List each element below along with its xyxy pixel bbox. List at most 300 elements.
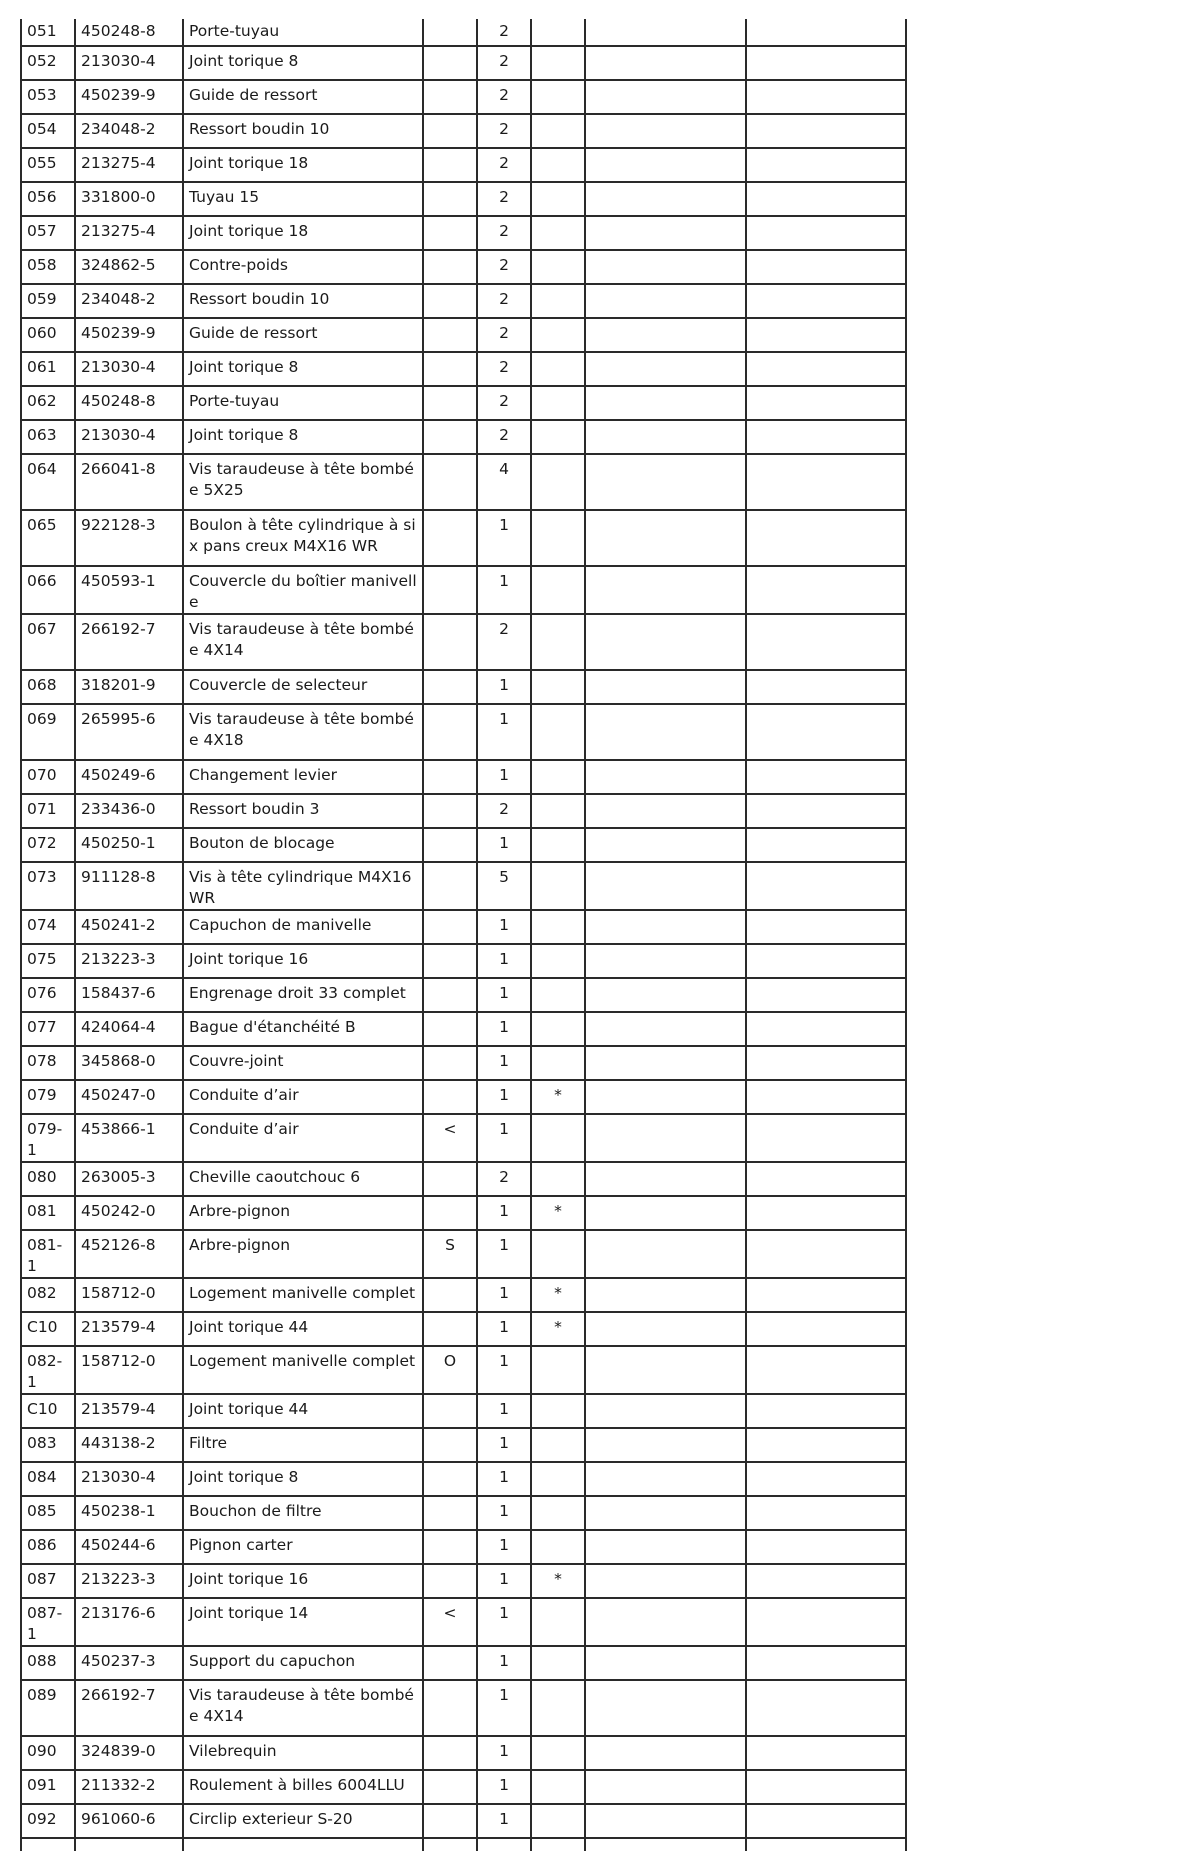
note-cell bbox=[531, 1230, 585, 1278]
table-row bbox=[21, 1770, 906, 1804]
note-cell bbox=[531, 420, 585, 454]
part-number-cell: 324839-0 bbox=[75, 1736, 183, 1770]
description-cell: Ressort boudin 10 bbox=[183, 284, 423, 318]
change-mark-cell bbox=[423, 250, 477, 284]
description-cell: Pignon carter bbox=[183, 1530, 423, 1564]
quantity-cell: 1 bbox=[477, 670, 531, 704]
table-row bbox=[21, 828, 906, 862]
remarks-cell bbox=[585, 510, 746, 566]
change-mark-cell bbox=[423, 1462, 477, 1496]
part-number-cell: 345868-0 bbox=[75, 1046, 183, 1080]
table-row bbox=[21, 454, 906, 510]
remarks-cell bbox=[585, 1770, 746, 1804]
note-cell bbox=[531, 46, 585, 80]
note-cell bbox=[531, 284, 585, 318]
description-cell: Couvercle de selecteur bbox=[183, 670, 423, 704]
item-number-cell: 068 bbox=[21, 670, 75, 704]
part-number-cell: 324862-5 bbox=[75, 250, 183, 284]
change-mark-cell bbox=[423, 828, 477, 862]
quantity-cell: 1 bbox=[477, 1736, 531, 1770]
extra-cell bbox=[746, 1278, 906, 1312]
table-row bbox=[21, 250, 906, 284]
change-mark-cell bbox=[423, 1428, 477, 1462]
table-row bbox=[21, 1598, 906, 1646]
table-row bbox=[21, 1278, 906, 1312]
item-number-cell: 066 bbox=[21, 566, 75, 614]
quantity-cell: 1 bbox=[477, 510, 531, 566]
extra-cell bbox=[746, 1162, 906, 1196]
change-mark-cell bbox=[423, 1530, 477, 1564]
remarks-cell bbox=[585, 1804, 746, 1838]
part-number-cell: 266192-7 bbox=[75, 614, 183, 670]
remarks-cell bbox=[585, 1462, 746, 1496]
description-cell: Engrenage droit 33 complet bbox=[183, 978, 423, 1012]
item-number-cell: 082-1 bbox=[21, 1346, 75, 1394]
change-mark-cell bbox=[423, 1046, 477, 1080]
extra-cell bbox=[746, 454, 906, 510]
description-cell: Joint torique 8 bbox=[183, 1462, 423, 1496]
part-number-cell: 450241-2 bbox=[75, 910, 183, 944]
remarks-cell bbox=[585, 182, 746, 216]
extra-cell bbox=[746, 1012, 906, 1046]
note-cell: * bbox=[531, 1278, 585, 1312]
change-mark-cell bbox=[423, 1278, 477, 1312]
description-cell: Circlip exterieur S-20 bbox=[183, 1804, 423, 1838]
change-mark-cell bbox=[423, 1804, 477, 1838]
change-mark-cell bbox=[423, 19, 477, 46]
quantity-cell: 1 bbox=[477, 1046, 531, 1080]
extra-cell bbox=[746, 1646, 906, 1680]
table-row bbox=[21, 510, 906, 566]
change-mark-cell bbox=[423, 148, 477, 182]
description-cell: Joint torique 8 bbox=[183, 46, 423, 80]
remarks-cell bbox=[585, 1394, 746, 1428]
extra-cell bbox=[746, 1230, 906, 1278]
extra-cell bbox=[746, 1804, 906, 1838]
part-number-cell: 450242-0 bbox=[75, 1196, 183, 1230]
remarks-cell bbox=[585, 1346, 746, 1394]
change-mark-cell bbox=[423, 910, 477, 944]
note-cell bbox=[531, 216, 585, 250]
extra-cell bbox=[746, 148, 906, 182]
part-number-cell: 450250-1 bbox=[75, 828, 183, 862]
part-number-cell: 450239-9 bbox=[75, 318, 183, 352]
part-number-cell: 213030-4 bbox=[75, 1462, 183, 1496]
remarks-cell bbox=[585, 910, 746, 944]
remarks-cell bbox=[585, 978, 746, 1012]
extra-cell bbox=[746, 1680, 906, 1736]
description-cell: Vis taraudeuse à tête bombée 4X14 bbox=[183, 614, 423, 670]
table-row bbox=[21, 1530, 906, 1564]
description-cell: Changement levier bbox=[183, 760, 423, 794]
item-number-cell: 090 bbox=[21, 1736, 75, 1770]
item-number-cell: 074 bbox=[21, 910, 75, 944]
description-cell: Cheville caoutchouc 6 bbox=[183, 1162, 423, 1196]
description-cell: Guide de ressort bbox=[183, 318, 423, 352]
part-number-cell: 450239-9 bbox=[75, 80, 183, 114]
parts-table bbox=[20, 19, 907, 1851]
note-cell bbox=[531, 250, 585, 284]
table-row bbox=[21, 1012, 906, 1046]
part-number-cell: 265995-6 bbox=[75, 704, 183, 760]
part-number-cell: 443138-2 bbox=[75, 1428, 183, 1462]
change-mark-cell bbox=[423, 46, 477, 80]
extra-cell bbox=[746, 794, 906, 828]
quantity-cell: 2 bbox=[477, 794, 531, 828]
part-number-cell: 961060-6 bbox=[75, 1804, 183, 1838]
remarks-cell bbox=[585, 704, 746, 760]
part-number-cell: 213579-4 bbox=[75, 1312, 183, 1346]
quantity-cell: 1 bbox=[477, 1278, 531, 1312]
part-number-cell: 911128-8 bbox=[75, 862, 183, 910]
description-cell: Bouchon de filtre bbox=[183, 1496, 423, 1530]
extra-cell bbox=[746, 1346, 906, 1394]
description-cell: Capuchon de manivelle bbox=[183, 910, 423, 944]
change-mark-cell bbox=[423, 978, 477, 1012]
description-cell: Ressort boudin 10 bbox=[183, 114, 423, 148]
extra-cell bbox=[746, 80, 906, 114]
quantity-cell: 1 bbox=[477, 1530, 531, 1564]
note-cell bbox=[531, 944, 585, 978]
remarks-cell bbox=[585, 1564, 746, 1598]
quantity-cell: 2 bbox=[477, 284, 531, 318]
quantity-cell: 1 bbox=[477, 760, 531, 794]
note-cell bbox=[531, 510, 585, 566]
note-cell bbox=[531, 1114, 585, 1162]
change-mark-cell bbox=[423, 1564, 477, 1598]
item-number-cell: 082 bbox=[21, 1278, 75, 1312]
table-row bbox=[21, 1162, 906, 1196]
remarks-cell bbox=[585, 1428, 746, 1462]
note-cell: * bbox=[531, 1196, 585, 1230]
quantity-cell: 1 bbox=[477, 910, 531, 944]
note-cell bbox=[531, 1046, 585, 1080]
change-mark-cell bbox=[423, 1680, 477, 1736]
part-number-cell: 158712-0 bbox=[75, 1346, 183, 1394]
note-cell bbox=[531, 862, 585, 910]
remarks-cell bbox=[585, 352, 746, 386]
extra-cell bbox=[746, 1428, 906, 1462]
note-cell bbox=[531, 386, 585, 420]
item-number-cell: 079-1 bbox=[21, 1114, 75, 1162]
change-mark-cell bbox=[423, 1012, 477, 1046]
description-cell: Joint torique 18 bbox=[183, 148, 423, 182]
extra-cell bbox=[746, 1394, 906, 1428]
description-cell: Bague d'étanchéité B bbox=[183, 1012, 423, 1046]
description-cell: Joint torique 44 bbox=[183, 1312, 423, 1346]
part-number-cell: 922128-3 bbox=[75, 510, 183, 566]
note-cell bbox=[531, 828, 585, 862]
note-cell bbox=[531, 80, 585, 114]
remarks-cell bbox=[585, 19, 746, 46]
note-cell bbox=[531, 1770, 585, 1804]
remarks-cell bbox=[585, 1012, 746, 1046]
change-mark-cell bbox=[423, 704, 477, 760]
note-cell bbox=[531, 1012, 585, 1046]
table-row bbox=[21, 46, 906, 80]
empty-cell bbox=[183, 1838, 423, 1851]
empty-cell bbox=[423, 1838, 477, 1851]
remarks-cell bbox=[585, 1530, 746, 1564]
extra-cell bbox=[746, 978, 906, 1012]
extra-cell bbox=[746, 1770, 906, 1804]
note-cell bbox=[531, 1394, 585, 1428]
table-row bbox=[21, 862, 906, 910]
remarks-cell bbox=[585, 1196, 746, 1230]
extra-cell bbox=[746, 1530, 906, 1564]
table-row bbox=[21, 670, 906, 704]
table-row bbox=[21, 80, 906, 114]
table-row bbox=[21, 1496, 906, 1530]
extra-cell bbox=[746, 1196, 906, 1230]
change-mark-cell bbox=[423, 944, 477, 978]
extra-cell bbox=[746, 614, 906, 670]
description-cell: Arbre-pignon bbox=[183, 1230, 423, 1278]
item-number-cell: 087-1 bbox=[21, 1598, 75, 1646]
item-number-cell: 087 bbox=[21, 1564, 75, 1598]
description-cell: Bouton de blocage bbox=[183, 828, 423, 862]
quantity-cell: 1 bbox=[477, 1346, 531, 1394]
remarks-cell bbox=[585, 1046, 746, 1080]
table-row bbox=[21, 1196, 906, 1230]
table-row bbox=[21, 760, 906, 794]
item-number-cell: 077 bbox=[21, 1012, 75, 1046]
part-number-cell: 453866-1 bbox=[75, 1114, 183, 1162]
remarks-cell bbox=[585, 1496, 746, 1530]
table-row bbox=[21, 1230, 906, 1278]
item-number-cell: 073 bbox=[21, 862, 75, 910]
note-cell bbox=[531, 318, 585, 352]
table-row bbox=[21, 386, 906, 420]
description-cell: Logement manivelle complet bbox=[183, 1278, 423, 1312]
quantity-cell: 2 bbox=[477, 182, 531, 216]
description-cell: Vis taraudeuse à tête bombée 4X18 bbox=[183, 704, 423, 760]
item-number-cell: 058 bbox=[21, 250, 75, 284]
change-mark-cell bbox=[423, 670, 477, 704]
extra-cell bbox=[746, 1496, 906, 1530]
change-mark-cell bbox=[423, 1196, 477, 1230]
item-number-cell: 059 bbox=[21, 284, 75, 318]
part-number-cell: 450248-8 bbox=[75, 19, 183, 46]
change-mark-cell: S bbox=[423, 1230, 477, 1278]
part-number-cell: 266192-7 bbox=[75, 1680, 183, 1736]
remarks-cell bbox=[585, 1680, 746, 1736]
remarks-cell bbox=[585, 566, 746, 614]
item-number-cell: 056 bbox=[21, 182, 75, 216]
part-number-cell: 263005-3 bbox=[75, 1162, 183, 1196]
change-mark-cell bbox=[423, 182, 477, 216]
item-number-cell: 055 bbox=[21, 148, 75, 182]
part-number-cell: 213176-6 bbox=[75, 1598, 183, 1646]
table-row bbox=[21, 1428, 906, 1462]
remarks-cell bbox=[585, 614, 746, 670]
change-mark-cell bbox=[423, 216, 477, 250]
extra-cell bbox=[746, 944, 906, 978]
change-mark-cell bbox=[423, 1736, 477, 1770]
extra-cell bbox=[746, 910, 906, 944]
part-number-cell: 213579-4 bbox=[75, 1394, 183, 1428]
quantity-cell: 1 bbox=[477, 704, 531, 760]
quantity-cell: 1 bbox=[477, 1646, 531, 1680]
note-cell bbox=[531, 1804, 585, 1838]
quantity-cell: 2 bbox=[477, 352, 531, 386]
description-cell: Couvercle du boîtier manivelle bbox=[183, 566, 423, 614]
table-row bbox=[21, 1080, 906, 1114]
item-number-cell: 064 bbox=[21, 454, 75, 510]
note-cell bbox=[531, 760, 585, 794]
note-cell bbox=[531, 148, 585, 182]
item-number-cell: 088 bbox=[21, 1646, 75, 1680]
description-cell: Logement manivelle complet bbox=[183, 1346, 423, 1394]
empty-cell bbox=[75, 1838, 183, 1851]
extra-cell bbox=[746, 704, 906, 760]
description-cell: Vis taraudeuse à tête bombée 4X14 bbox=[183, 1680, 423, 1736]
part-number-cell: 213030-4 bbox=[75, 46, 183, 80]
extra-cell bbox=[746, 19, 906, 46]
part-number-cell: 424064-4 bbox=[75, 1012, 183, 1046]
table-row bbox=[21, 318, 906, 352]
item-number-cell: 086 bbox=[21, 1530, 75, 1564]
quantity-cell: 2 bbox=[477, 250, 531, 284]
item-number-cell: 065 bbox=[21, 510, 75, 566]
remarks-cell bbox=[585, 944, 746, 978]
item-number-cell: 069 bbox=[21, 704, 75, 760]
item-number-cell: 051 bbox=[21, 19, 75, 46]
remarks-cell bbox=[585, 1278, 746, 1312]
description-cell: Arbre-pignon bbox=[183, 1196, 423, 1230]
note-cell bbox=[531, 454, 585, 510]
remarks-cell bbox=[585, 284, 746, 318]
note-cell bbox=[531, 1680, 585, 1736]
item-number-cell: 085 bbox=[21, 1496, 75, 1530]
table-row bbox=[21, 216, 906, 250]
item-number-cell: 063 bbox=[21, 420, 75, 454]
change-mark-cell bbox=[423, 284, 477, 318]
extra-cell bbox=[746, 862, 906, 910]
description-cell: Boulon à tête cylindrique à six pans creux M4X16 WR bbox=[183, 510, 423, 566]
quantity-cell: 1 bbox=[477, 978, 531, 1012]
item-number-cell: 075 bbox=[21, 944, 75, 978]
change-mark-cell bbox=[423, 318, 477, 352]
part-number-cell: 450238-1 bbox=[75, 1496, 183, 1530]
empty-cell bbox=[21, 1838, 75, 1851]
table-row bbox=[21, 910, 906, 944]
part-number-cell: 213223-3 bbox=[75, 944, 183, 978]
extra-cell bbox=[746, 318, 906, 352]
description-cell: Joint torique 16 bbox=[183, 944, 423, 978]
quantity-cell: 1 bbox=[477, 1680, 531, 1736]
note-cell bbox=[531, 978, 585, 1012]
part-number-cell: 450248-8 bbox=[75, 386, 183, 420]
remarks-cell bbox=[585, 1162, 746, 1196]
change-mark-cell bbox=[423, 510, 477, 566]
change-mark-cell bbox=[423, 420, 477, 454]
extra-cell bbox=[746, 1080, 906, 1114]
part-number-cell: 158712-0 bbox=[75, 1278, 183, 1312]
description-cell: Support du capuchon bbox=[183, 1646, 423, 1680]
description-cell: Contre-poids bbox=[183, 250, 423, 284]
remarks-cell bbox=[585, 114, 746, 148]
remarks-cell bbox=[585, 1646, 746, 1680]
table-row bbox=[21, 704, 906, 760]
quantity-cell: 4 bbox=[477, 454, 531, 510]
quantity-cell: 1 bbox=[477, 1428, 531, 1462]
item-number-cell: 092 bbox=[21, 1804, 75, 1838]
description-cell: Conduite d’air bbox=[183, 1114, 423, 1162]
table-row bbox=[21, 566, 906, 614]
note-cell bbox=[531, 794, 585, 828]
item-number-cell: 060 bbox=[21, 318, 75, 352]
change-mark-cell bbox=[423, 352, 477, 386]
description-cell: Vilebrequin bbox=[183, 1736, 423, 1770]
description-cell: Vis à tête cylindrique M4X16 WR bbox=[183, 862, 423, 910]
change-mark-cell: < bbox=[423, 1598, 477, 1646]
remarks-cell bbox=[585, 386, 746, 420]
item-number-cell: 052 bbox=[21, 46, 75, 80]
remarks-cell bbox=[585, 1080, 746, 1114]
part-number-cell: 213223-3 bbox=[75, 1564, 183, 1598]
quantity-cell: 2 bbox=[477, 1162, 531, 1196]
item-number-cell: 070 bbox=[21, 760, 75, 794]
quantity-cell: 1 bbox=[477, 566, 531, 614]
description-cell: Porte-tuyau bbox=[183, 19, 423, 46]
table-row bbox=[21, 148, 906, 182]
quantity-cell: 2 bbox=[477, 19, 531, 46]
item-number-cell: 081-1 bbox=[21, 1230, 75, 1278]
part-number-cell: 331800-0 bbox=[75, 182, 183, 216]
table-row bbox=[21, 19, 906, 46]
part-number-cell: 318201-9 bbox=[75, 670, 183, 704]
extra-cell bbox=[746, 1564, 906, 1598]
item-number-cell: 071 bbox=[21, 794, 75, 828]
quantity-cell: 1 bbox=[477, 1462, 531, 1496]
remarks-cell bbox=[585, 420, 746, 454]
extra-cell bbox=[746, 420, 906, 454]
extra-cell bbox=[746, 250, 906, 284]
item-number-cell: 084 bbox=[21, 1462, 75, 1496]
remarks-cell bbox=[585, 1312, 746, 1346]
quantity-cell: 2 bbox=[477, 46, 531, 80]
table-row bbox=[21, 978, 906, 1012]
change-mark-cell bbox=[423, 862, 477, 910]
quantity-cell: 2 bbox=[477, 148, 531, 182]
extra-cell bbox=[746, 216, 906, 250]
part-number-cell: 213030-4 bbox=[75, 420, 183, 454]
description-cell: Guide de ressort bbox=[183, 80, 423, 114]
extra-cell bbox=[746, 1736, 906, 1770]
part-number-cell: 213275-4 bbox=[75, 148, 183, 182]
change-mark-cell: O bbox=[423, 1346, 477, 1394]
item-number-cell: 081 bbox=[21, 1196, 75, 1230]
change-mark-cell bbox=[423, 114, 477, 148]
description-cell: Conduite d’air bbox=[183, 1080, 423, 1114]
note-cell bbox=[531, 1530, 585, 1564]
remarks-cell bbox=[585, 1114, 746, 1162]
description-cell: Joint torique 16 bbox=[183, 1564, 423, 1598]
item-number-cell: C10 bbox=[21, 1312, 75, 1346]
table-row-continuation bbox=[21, 1838, 906, 1851]
quantity-cell: 1 bbox=[477, 1496, 531, 1530]
remarks-cell bbox=[585, 862, 746, 910]
note-cell bbox=[531, 1162, 585, 1196]
part-number-cell: 233436-0 bbox=[75, 794, 183, 828]
item-number-cell: 053 bbox=[21, 80, 75, 114]
change-mark-cell bbox=[423, 1312, 477, 1346]
item-number-cell: C10 bbox=[21, 1394, 75, 1428]
item-number-cell: 067 bbox=[21, 614, 75, 670]
change-mark-cell bbox=[423, 566, 477, 614]
table-row bbox=[21, 1346, 906, 1394]
